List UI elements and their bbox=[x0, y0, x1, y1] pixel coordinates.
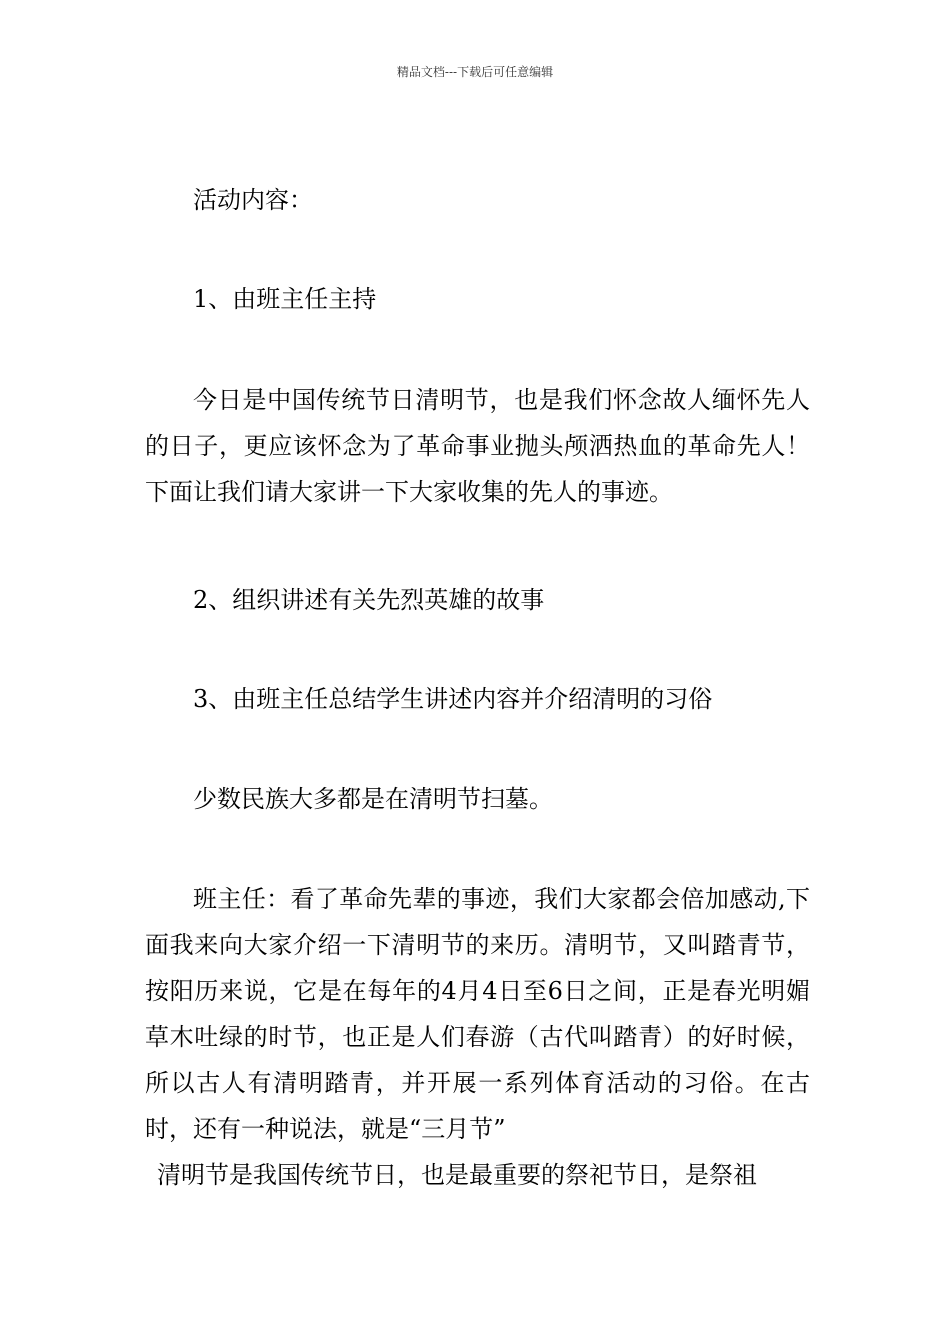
paragraph-qingming-festival: 清明节是我国传统节日，也是最重要的祭祀节日，是祭祖 bbox=[157, 1161, 757, 1189]
list-item-1: 1、由班主任主持 bbox=[193, 285, 377, 313]
paragraph-ethnic-minorities: 少数民族大多都是在清明节扫墓。 bbox=[193, 785, 553, 813]
paragraph-teacher-speech: 班主任：看了革命先辈的事迹，我们大家都会倍加感动,下面我来向大家介绍一下清明节的来历。清明节，又叫踏青节，按阳历来说，它是在每年的4月4日至6日之间，正是春光明媚草木吐绿的时节，也正是人们春游（古代叫踏青）的好时候，所以古人有清明踏青，并开展一系列体育活动的习俗。在古时，还有一种说法，就是“三月节” bbox=[145, 885, 810, 1143]
list-item-2: 2、组织讲述有关先烈英雄的故事 bbox=[193, 586, 545, 614]
section-heading-activity-content: 活动内容： bbox=[193, 186, 313, 214]
page-header: 精品文档---下载后可任意编辑 bbox=[396, 65, 554, 79]
paragraph-intro: 今日是中国传统节日清明节，也是我们怀念故人缅怀先人的日子，更应该怀念为了革命事业抛头颅洒热血的革命先人！下面让我们请大家讲一下大家收集的先人的事迹。 bbox=[145, 386, 810, 506]
list-item-3: 3、由班主任总结学生讲述内容并介绍清明的习俗 bbox=[193, 685, 713, 713]
